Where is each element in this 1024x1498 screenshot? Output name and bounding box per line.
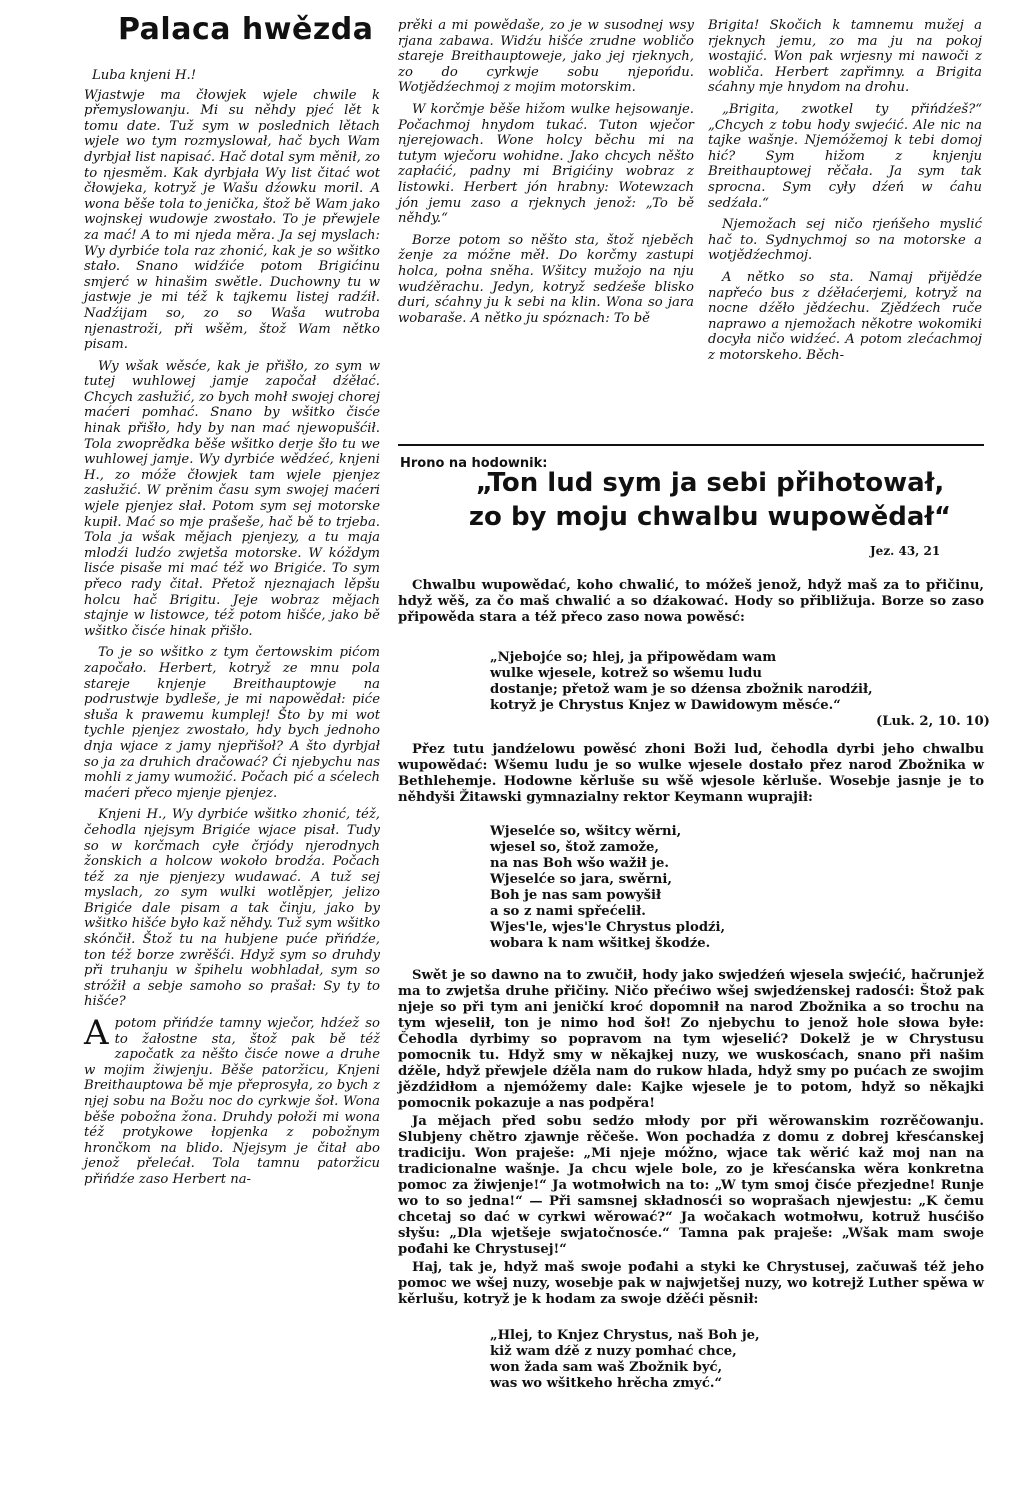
col1-para-5-text: potom přińdźe tamny wječor, hdźež so to žałostne sta, štož pak bě též započatk za něšto čisće nowe a druhe w mojim žiwjenju. Běše patoržicu, Knjeni Breithauptowa bě mje přeprosyła, zo bych z njej sobu na Božu noc do cyrkwje šoł. Wona běše pobožna žona. Druhdy połoži mi wona též protykowe łopjenka z pobožnym hrončkom na blido. Njejsym je čitał abo jenož přelećał. Tola tamnu patoržicu přińdźe zaso Herbert na-	[84, 1016, 380, 1187]
col3-para-4: A nětko so sta. Namaj přijědźe napřećo bus z dźěłaćerjemi, kotryž na nocne dźěło jědźechu. Zjědźech ruče naprawo a njemožach někotre wokomiki docyła ničo widźeć. A potom zlećachmoj z motorskeho. Běch-	[708, 269, 982, 363]
section-label: Hrono na hodownik:	[400, 456, 548, 471]
col2-para-2: W korčmje běše hižom wulke hejsowanje. Počachmoj hnydom tukać. Tuton wječor njerejowach. Wone holcy běchu mi na tutym wječoru wohidne. Jako chcych něšto zapłaćić, padny mi Brigićiny wobraz z listowki. Herbert jón hrabny: Wotewzach jón jemu zaso a rjeknych jenož: „To bě něhdy.“	[398, 101, 694, 227]
section-headline	[440, 466, 980, 534]
closing-paragraph-3: Haj, tak je, hdyž maš swoje pođahi a styki ke Chrystusej, začuwaš též jeho pomoc we wšej nuzy, wosebje pak w najwjetšej nuzy, wo kotrejž Luther spěwa w kěrlušu, kotryž je k hodam za swoje dźěći pěsnił:	[398, 1260, 984, 1307]
quote-line: „Njebojće so; hlej, ja připowědam wam	[490, 650, 777, 665]
verse-line: a so z nami spřećelił.	[490, 904, 646, 919]
drop-cap: A	[84, 1013, 109, 1054]
luther-hymn	[490, 1328, 760, 1392]
hymn-verse	[490, 824, 725, 952]
verse-line: Wjes'le, wjes'le Chrystus plodźi,	[490, 920, 726, 935]
verse-line: Boh je nas sam powyšił	[490, 888, 662, 903]
middle-paragraph: Přez tutu jandźelowu powěsć zhoni Boži lud, čehodla dyrbi jeho chwalbu wupowědać: Wšemu ludu je so wulke wjesele dostało přez narod Zbožnika w Bethlehemje. Hodowne kěrluše su wšě wjesole kěrluše. Wosebje jasnje je to něhdyši Žitawski gymnazialny rektor Keymann wuprajił:	[398, 742, 984, 805]
quote-luke	[490, 650, 873, 714]
hymn-line: was wo wšitkeho hrěcha zmyć.“	[490, 1376, 723, 1391]
section-closing	[398, 968, 984, 1310]
col3-para-3: Njemožach sej ničo rjeńšeho myslić hač to. Sydnychmoj so na motorske a wotjědźechmoj.	[708, 217, 982, 264]
hymn-line: „Hlej, to Knjez Chrystus, naš Boh je,	[490, 1328, 760, 1343]
headline-line-1: „Ton lud sym ja sebi přihotował,	[475, 468, 945, 498]
closing-paragraph-1: Swět je so dawno na to zwučił, hody jako swjedźeń wjesela swjećić, hačrunjež ma to zwjetša druhe přičiny. Ničo přećiwo wšej swjedźenskej radosći: Štož pak njeje so při tym ani jeničkí kroć dopomnił na narod Zbožnika a so trochu na tym wjeselił, ton je nimo hod šoł! Zo njebychu to jenož hole słowa byłe: Čehodla dyrbimy so popravom na tym wjeselić? Dokelž je w Chrystusu pomocnik tu. Hdyž smy w někajkej nuzy, we wuskosćach, snano při našim dźěle, hdyž přewjele dźěla nam do rukow hlada, hdyž smy po pućach ze swojim jězdźidłom a njemóžemy dale: Kajke wjesele je to potom, hdyž so někajki pomocnik pokazuje a nas podpěra!	[398, 968, 984, 1111]
quote-luke-reference: (Luk. 2, 10. 10)	[876, 714, 990, 729]
col3-para-1: Brigita! Skočich k tamnemu mužej a rjeknych jemu, zo ma ju na pokoj wostajić. Won pak wrjesny mi nawoči z wobliča. Herbert zapřimny. a Brigita sćahny mje hnydom na drohu.	[708, 18, 982, 96]
col1-para-2: Wy wšak wěsće, kak je přišło, zo sym w tutej wuhlowej jamje započał dźěłać. Chcych zasłužić, zo bych mohł swojej chorej maćeri pomhać. Snano by wšitko čisće hinak přišło, hdy by nan mać njewopušćił. Tola zwoprědka běše wšitko derje šło tu we wuhlowej jamje. Wy dyrbiće wědźeć, knjeni H., zo móže čłowjek tam wjele pjenjez zasłužić. W prěnim času sym swojej maćeri wjele pjenjez słał. Potom sym sej motorske kupił. Mać so mje prašeše, hač bě to trjeba. Tola ja wšak mějach pjenjezy, a tu maja mlodźi ludźo zwjetša motorske. W kóždym lisće pisaše mi mać též wo Brigiće. To sym přeco rady čitał. Přetož njeznajach lěpšu holcu hač Brigitu. Jeje wobraz mějach stajnje w listowce, též potom hišće, jako bě wšitko čisće hinak přišło.	[84, 358, 380, 639]
section-intro	[398, 578, 984, 628]
col1-para-5	[84, 1013, 380, 1188]
verse-line: na nas Boh wšo wažił je.	[490, 856, 669, 871]
salutation: Luba knjeni H.!	[92, 68, 197, 83]
intro-paragraph: Chwalbu wupowědać, koho chwalić, to móžeš jenož, hdyž maš za to přičinu, hdyž wěš, za čo maš chwalić a so dźakować. Hody so přibližuja. Borze so zaso připowěda stara a též přeco zaso nowa powěsć:	[398, 578, 984, 625]
quote-line: dostanje; přetož wam je so dźensa zbožnik narodźił,	[490, 682, 873, 697]
quote-line: kotryž je Chrystus Knjez w Dawidowym měsće.“	[490, 698, 841, 713]
verse-line: Wjeselće so, wšitcy wěrni,	[490, 824, 682, 839]
col1-para-4: Knjeni H., Wy dyrbiće wšitko zhonić, též, čehodla njejsym Brigiće wjace pisał. Tudy so w korčmach cyłe črjódy njerodnych žonskich a holcow wokoło brodźa. Počach též za nje pjenjezy wudawać. A tuž sej myslach, zo sym wulki wotlěpjer, jelizo Brigiće dale pisam a tak činju, jako by wšitko hišće było kaž něhdy. Tuž sym wšitko skónčił. Štož tu na hubjene puće přińdźe, ton též borze zwrěšći. Hdyž sym so druhdy při truhanju w špihelu wobhladał, sym so stróžił a sebje samoho so prašał: Sy ty to hišće?	[84, 807, 381, 1010]
headline-line-2: zo by moju chwalbu wupowědał“	[468, 502, 952, 532]
column-1	[84, 68, 380, 1194]
hymn-line: kiž wam dźě z nuzy pomhać chce,	[490, 1344, 737, 1359]
section-middle	[398, 742, 984, 808]
closing-paragraph-2: Ja mějach před sobu sedźo młody por při wěrowanskim rozrěčowanju. Slubjeny chětro zjawnje rěčeše. Won pochadźa z domu z dobrej křesćanskej tradiciju. Won praješe: „Mi njeje móžno, wjace tak wěrić kaž moj nan na tradicionalne wašnje. Ja chcu wjele bole, zo je křesćanska wěra konkretna pomoc za žiwjenje!“ Ja wotmołwich na to: „W tym smoj čisće přezjedne! Runje wo to so jedna!“ — Při samsnej składnosći so woprašach njewjestu: „K čemu chcetaj so dać w cyrkwi wěrować?“ Ja wočakach wotmołwu, kotruž husćišo słyšu: „Dla wjetšeje swjatočnosće.“ Tamna pak praješe: „Wšak mam swoje pođahi ke Chrystusej!“	[398, 1114, 984, 1257]
hymn-line: won žada sam waš Zbožnik być,	[490, 1360, 723, 1375]
col1-para-1: Wjastwje ma čłowjek wjele chwile k přemyslowanju. Mi su něhdy pjeć lět k tomu date. Tuž sym w poslednich lětach wjele wo tym rozmyslował, hač bych Wam dyrbjał list napisać. Hač dotal sym měnił, zo to njesměm. Kak dyrbjała Wy list čitać wot čłowjeka, kotryž je Wašu dźowku moril. A wona běše tola to jenička, štož bě Wam jako wojnskej wudowje zwostało. To je přewjele za mać! A to mi njeda měra. Ja sej myslach: Wy dyrbiće tola raz zhonić, kak je so wšitko stało. Snano widźiće potom Brigićinu smjerć w hinašim swětle. Duchowny tu w jastwje je mi též k tajkemu listej radźił. Nadźijam so, zo so Waša wutroba njenastroži, při wšěm, štož Wam nětko pisam.	[84, 87, 380, 353]
column-2	[398, 18, 694, 332]
col2-para-1: prěki a mi powědaše, zo je w susodnej wsy rjana zabawa. Widźu hišće zrudne wobličo stareje Breithauptoweje, jako jej rjeknych, zo do cyrkwje sobu njepońdu. Wotjědźechmoj z mojim motorskim.	[398, 18, 694, 96]
verse-line: wjesel so, štož zamože,	[490, 840, 659, 855]
verse-line: wobara k nam wšitkej škodźe.	[490, 936, 711, 951]
col2-para-3: Borze potom so něšto sta, štož njeběch ženje za móžne měł. Do korčmy zastupi holca, połna sněha. Wšitcy mužojo na nju wudźěrachu. Jedyn, kotryž sedźeše blisko duri, sćahny ju k sebi na klin. Wona so jara wobaraše. A nětko ju spóznach: To bě	[398, 232, 694, 326]
scripture-reference: Jez. 43, 21	[870, 544, 941, 558]
section-divider	[398, 444, 984, 446]
verse-line: Wjeselće so jara, swěrni,	[490, 872, 672, 887]
quote-line: wulke wjesele, kotrež so wšemu ludu	[490, 666, 762, 681]
column-3	[708, 18, 982, 369]
col1-para-3: To je so wšitko z tym čertowskim pićom započało. Herbert, kotryž ze mnu pola stareje knjenje Breithauptowje na podrustwje bydleše, je mi napowědał: piće słuša k prawemu kumplej! Što by mi wot tychle pjenjez zwostało, hdy bych jednoho dnja wjace z jamy njepřišoł? A što dyrbjał so ja za druhich dračować? Ći njebychu nas mohli z jamy wumožić. Počach pić a sćelech maćeri přeco mjenje pjenjez.	[84, 645, 380, 801]
col3-para-2: „Brigita, zwotkel ty přińdźeš?“ „Chcych z tobu hody swjećić. Ale nic na tajke wašnje. Njemóžemoj k tebi domoj hić? Sym hižom z knjenju Breithauptowej rěčała. Ja sym tak sprocna. Sym cyły dźeń w ćahu sedźała.“	[708, 101, 982, 211]
article-title: Palaca hwězda	[118, 12, 374, 47]
